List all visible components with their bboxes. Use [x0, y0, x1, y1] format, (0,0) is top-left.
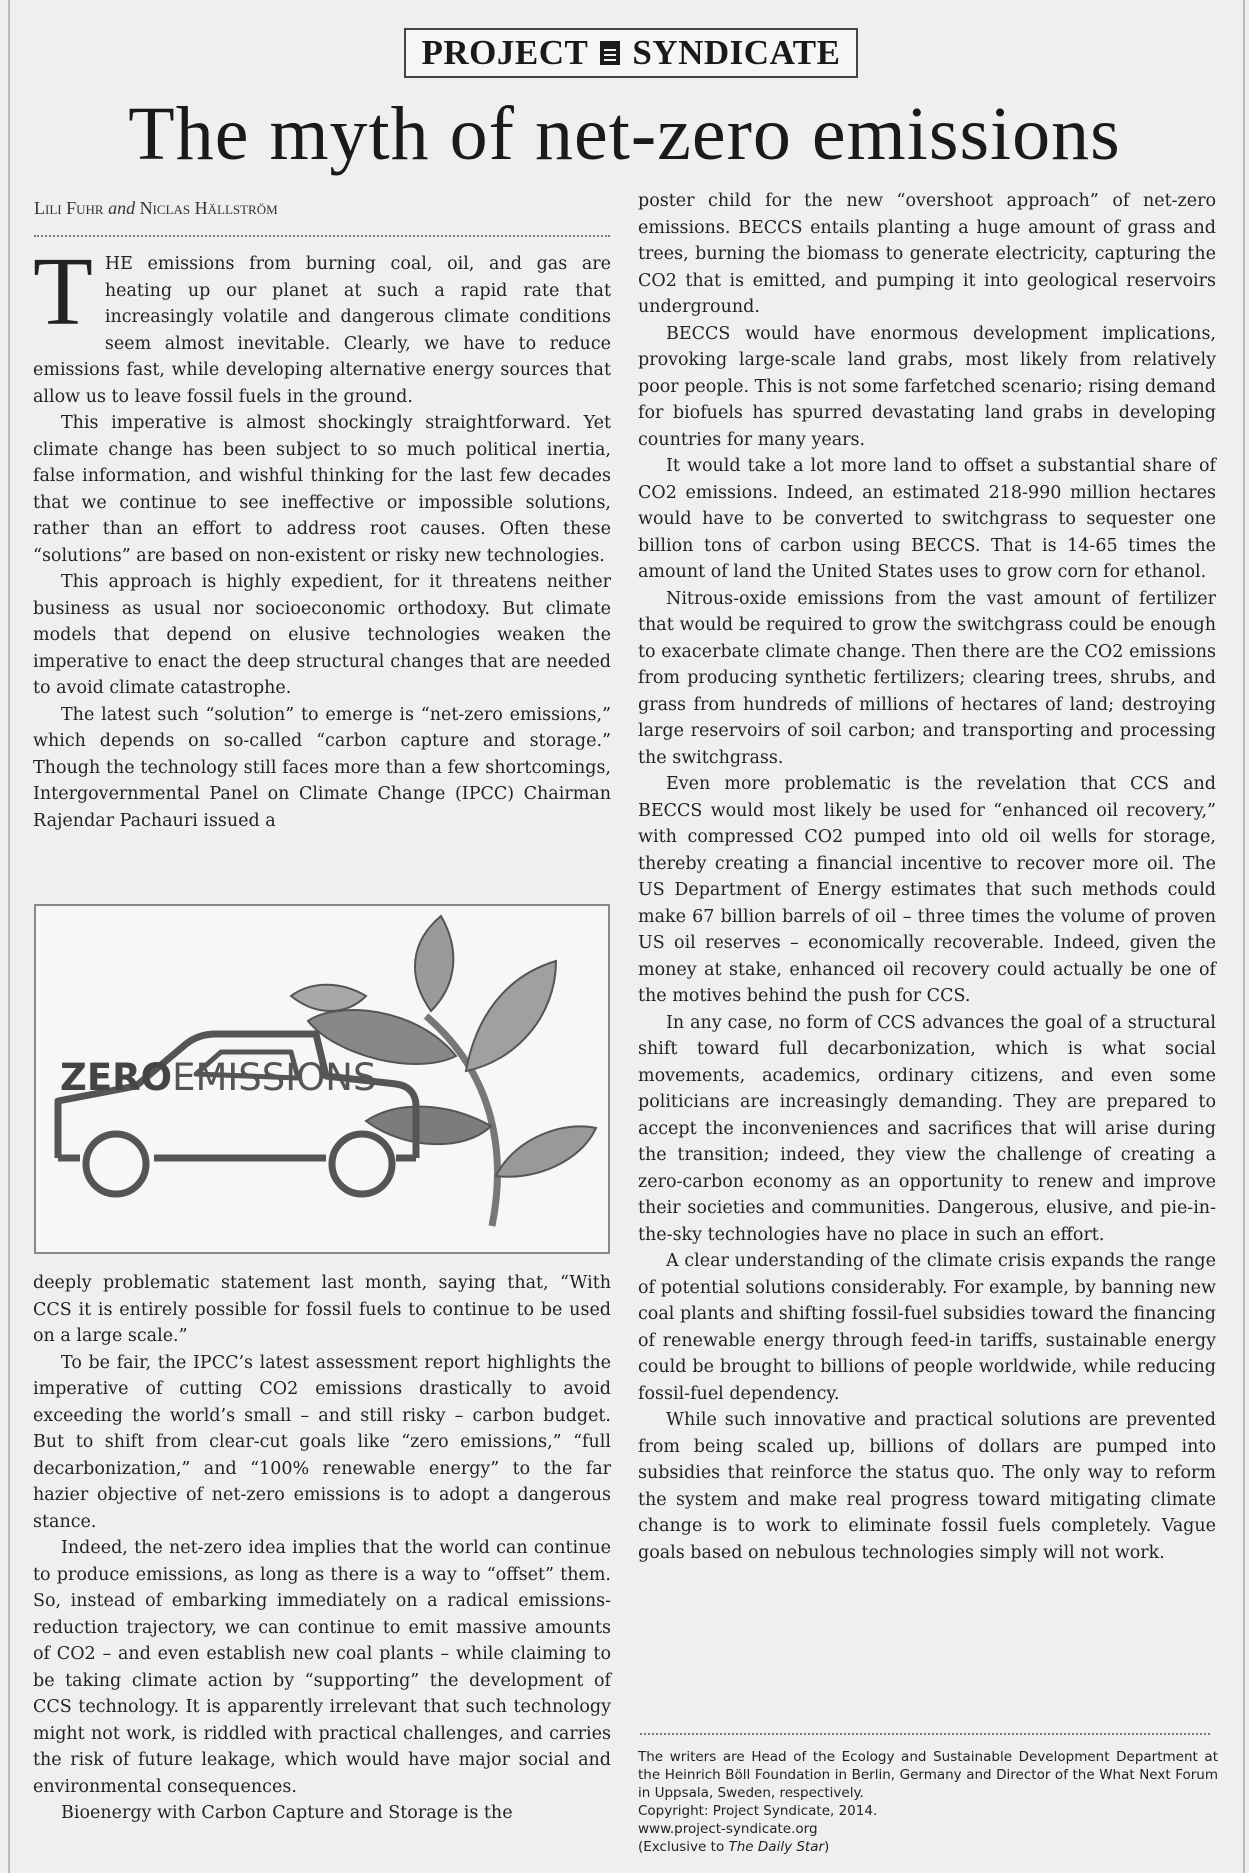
writers-note: The writers are Head of the Ecology and Sustainable Development Department at the Heinrich Böll Foundation in Berlin, Germany and Director of the What Next Forum in Uppsala, Sweden, respectively. — [638, 1749, 1218, 1801]
document-icon — [600, 41, 620, 65]
headline: The myth of net-zero emissions — [128, 92, 1121, 176]
paragraph-9: It would take a lot more land to offset a substantial share of CO2 emissions. Indeed, an estimated 218-990 million hectares would have to be converted to switchgrass to sequester one billion tons of carbon using BECCS. That is 14-65 times the amount of land the United States uses to grow corn for ethanol. — [638, 456, 1216, 582]
paragraph-13: A clear understanding of the climate crisis expands the range of potential solutions considerably. For example, by banning new coal plants and shifting fossil-fuel subsidies toward the financing of renewable energy through feed-in tariffs, sustainable energy could be brought to billions of people worldwide, while reducing fossil-fuel dependency. — [638, 1251, 1216, 1404]
paragraph-4-part-2: deeply problematic statement last month, saying that, “With CCS it is entirely possible for fossil fuels to continue to be used on a large scale.” — [33, 1273, 611, 1346]
masthead-left: PROJECT — [421, 33, 589, 72]
paragraph-12: In any case, no form of CCS advances the goal of a structural shift toward full decarbonization, which is what social movements, academics, ordinary citizens, and even some politicians are increasingly demanding. They are prepared to accept the inconveniences and sacrifices that will arise during the transition; indeed, they view the challenge of creating a zero-carbon economy as an opportunity to renew and improve their societies and communities. Dangerous, elusive, and pie-in-the-sky technologies have no place in such an effort. — [638, 1012, 1216, 1245]
paragraph-2: This imperative is almost shockingly straightforward. Yet climate change has been subject to so much political inertia, false information, and wishful thinking for the last few decades that we continue to see ineffective or impossible solutions, rather than an effort to address root causes. Often these “solutions” are based on non-existent or risky new technologies. — [33, 413, 611, 566]
zero-emissions-label: ZEROEMISSIONS — [60, 1056, 377, 1099]
drop-cap: T — [33, 238, 93, 346]
paragraph-14: While such innovative and practical solutions are prevented from being scaled up, billions of dollars are pumped into subsidies that reinforce the status quo. The only way to reform the system and make real progress toward mitigating climate change is to work to eliminate fossil fuels completely. Vague goals based on nebulous technologies simply will not work. — [638, 1410, 1216, 1563]
column-left-bottom — [33, 1270, 611, 1827]
byline-divider — [34, 235, 610, 237]
column-right — [638, 188, 1216, 1566]
author-2: Niclas Hällström — [139, 198, 278, 218]
footnote-divider — [640, 1733, 1210, 1735]
masthead — [404, 28, 858, 78]
right-border — [1243, 0, 1245, 1873]
masthead-right: SYNDICATE — [632, 33, 841, 72]
website: www.project-syndicate.org — [638, 1821, 818, 1837]
paragraph-5: To be fair, the IPCC’s latest assessment report highlights the imperative of cutting CO2 emissions drastically to avoid exceeding the world’s small – and still risky – carbon budget. But to shift from clear-cut goals like “zero emissions,” “full decarbonization,” and “100% renewable energy” to the far hazier objective of net-zero emissions is to adopt a dangerous stance. — [33, 1352, 611, 1532]
paragraph-8: BECCS would have enormous development implications, provoking large-scale land grabs, most likely from relatively poor people. This is not some farfetched scenario; rising demand for biofuels has spurred devastating land grabs in developing countries for many years. — [638, 323, 1217, 450]
author-1: Lili Fuhr — [34, 198, 104, 218]
paragraph-10: Nitrous-oxide emissions from the vast amount of fertilizer that would be required to grow the switchgrass could be enough to exacerbate climate change. Then there are the CO2 emissions from producing synthetic fertilizers; clearing trees, shrubs, and grass from hundreds of millions of hectares of land; destroying large reservoirs of soil carbon; and transporting and processing the switchgrass. — [638, 588, 1216, 768]
paragraph-7-part-2: poster child for the new “overshoot approach” of net-zero emissions. BECCS entails planting a huge amount of grass and trees, burning the biomass to generate electricity, capturing the CO2 that is emitted, and pumping it into geological reservoirs underground. — [638, 191, 1216, 317]
paragraph-11: Even more problematic is the revelation that CCS and BECCS would most likely be used for “enhanced oil recovery,” with compressed CO2 pumped into old oil wells for storage, thereby creating a financial incentive to recover more oil. The US Department of Energy estimates that such methods could make 67 billion barrels of oil – three times the volume of proven US oil reserves – economically recoverable. Indeed, given the money at stake, enhanced oil recovery could actually be one of the motives behind the push for CCS. — [638, 774, 1216, 1006]
paragraph-3: This approach is highly expedient, for it threatens neither business as usual nor socioeconomic orthodoxy. But climate models that depend on elusive technologies weaken the imperative to enact the deep structural changes that are needed to avoid climate catastrophe. — [33, 572, 611, 698]
left-border — [8, 0, 10, 1873]
column-left-top — [33, 238, 611, 834]
paragraph-6: Indeed, the net-zero idea implies that the world can continue to produce emissions, as long as there is a way to “offset” them. So, instead of embarking immediately on a radical emissions-reduction trajectory, we can continue to emit massive amounts of CO2 – and even establish new coal plants – while claiming to be taking climate action by “supporting” the development of CCS technology. It is apparently irrelevant that such technology might not work, is riddled with practical challenges, and carries the risk of future leakage, which would have major social and environmental consequences. — [33, 1538, 611, 1797]
byline-and: and — [108, 198, 136, 218]
paragraph-4-part-1: The latest such “solution” to emerge is “net-zero emissions,” which depends on so-called “carbon capture and storage.” Though the technology still faces more than a few shortcomings, Intergovernmental Panel on Climate Change (IPCC) Chairman Rajendar Pachauri issued a — [33, 704, 611, 831]
byline — [34, 198, 278, 219]
exclusive-note: (Exclusive to The Daily Star) — [638, 1839, 830, 1855]
paragraph-1: THE emissions from burning coal, oil, and gas are heating up our planet at such a rapid rate that increasingly volatile and dangerous climate conditions seem almost inevitable. Clearly, we have to reduce emissions fast, while developing alternative energy sources that allow us to leave fossil fuels in the ground. — [33, 238, 611, 407]
paragraph-7-part-1: Bioenergy with Carbon Capture and Storage is the — [61, 1803, 513, 1823]
zero-emissions-illustration — [34, 904, 610, 1254]
footnote — [638, 1748, 1218, 1856]
copyright: Copyright: Project Syndicate, 2014. — [638, 1803, 878, 1819]
